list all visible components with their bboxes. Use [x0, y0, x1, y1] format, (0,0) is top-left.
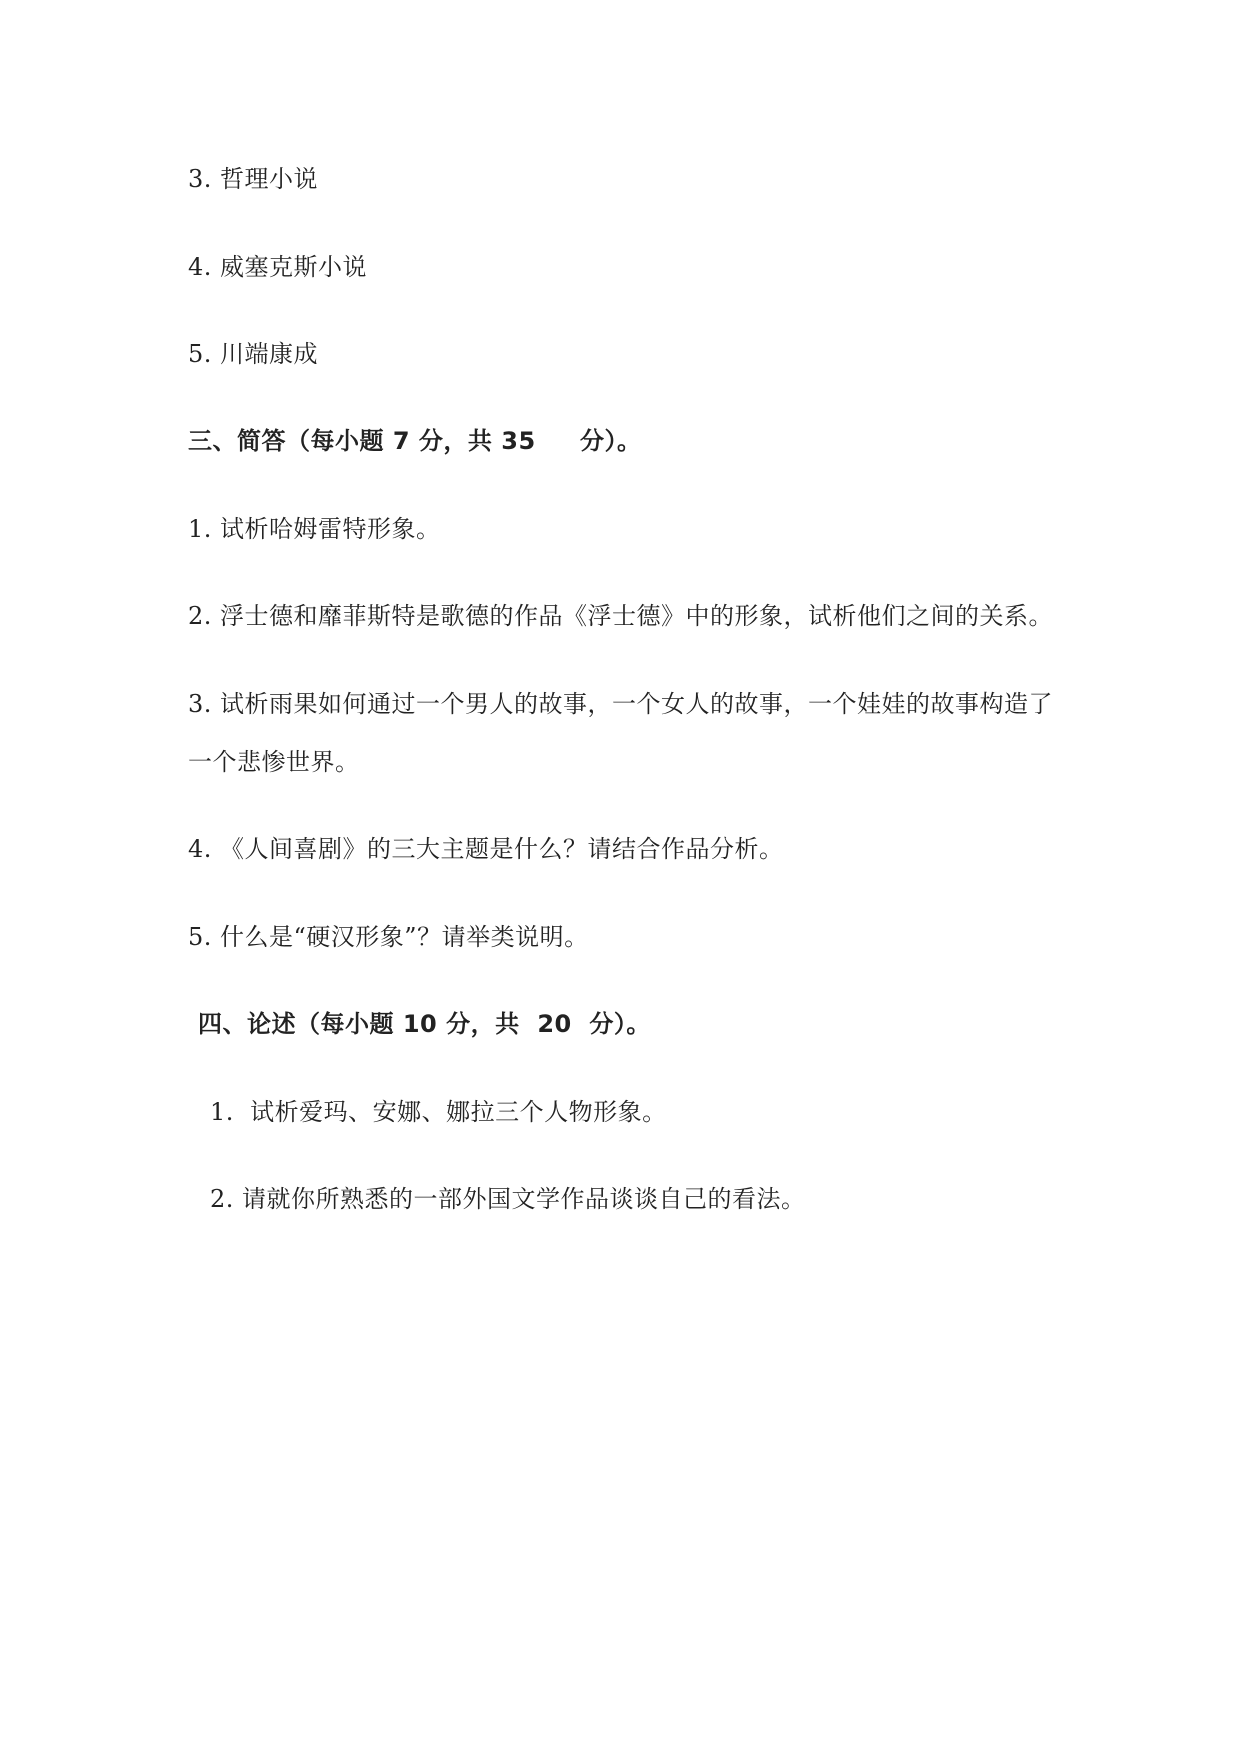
short-answer-item-4: 4. 《人间喜剧》的三大主题是什么？请结合作品分析。 — [188, 835, 784, 863]
short-answer-item-3: 3. 试析雨果如何通过一个男人的故事，一个女人的故事，一个娃娃的故事构造了 — [188, 690, 1054, 718]
essay-item-1: 1. 试析爱玛、安娜、娜拉三个人物形象。 — [210, 1098, 667, 1126]
short-answer-item-1: 1. 试析哈姆雷特形象。 — [188, 515, 441, 543]
essay-item-2: 2. 请就你所熟悉的一部外国文学作品谈谈自己的看法。 — [210, 1185, 806, 1213]
short-answer-item-2: 2. 浮士德和靡菲斯特是歌德的作品《浮士德》中的形象，试析他们之间的关系。 — [188, 602, 1054, 630]
term-item-3: 3. 哲理小说 — [188, 165, 319, 193]
section-heading-short-answer: 三、简答（每小题 7 分，共 35 分）。 — [188, 427, 642, 455]
term-item-4: 4. 威塞克斯小说 — [188, 253, 368, 281]
short-answer-item-5: 5. 什么是“硬汉形象”？请举类说明。 — [188, 923, 589, 951]
term-item-5: 5. 川端康成 — [188, 340, 319, 368]
section-heading-essay: 四、论述（每小题 10 分，共 20 分）。 — [198, 1010, 651, 1038]
short-answer-item-3-continued: 一个悲惨世界。 — [188, 748, 360, 776]
